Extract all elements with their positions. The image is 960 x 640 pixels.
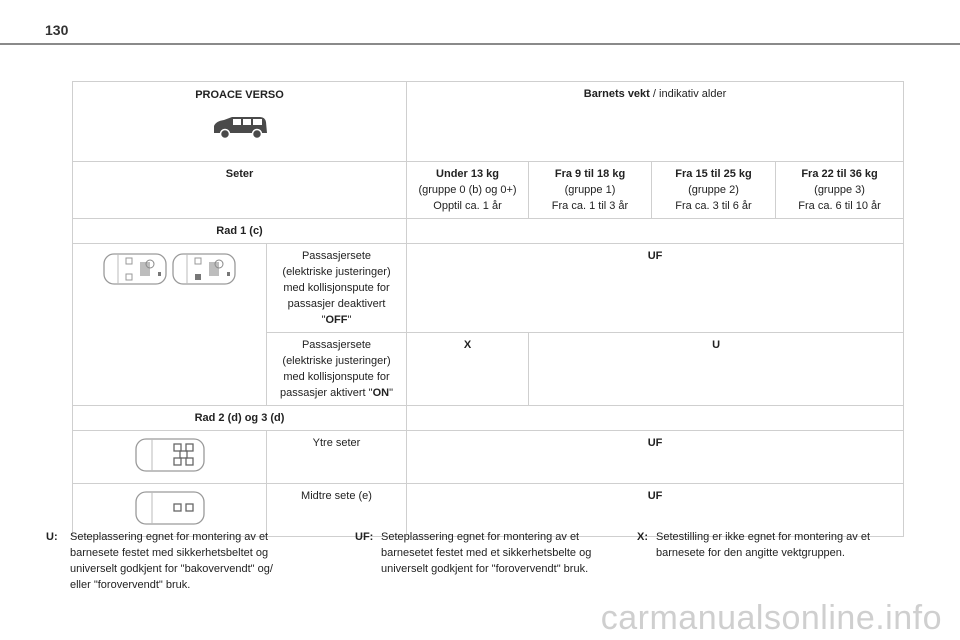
outer-seats-label: Ytre seter (267, 431, 407, 484)
quote-close: " (347, 314, 352, 326)
passenger-off-row (73, 244, 904, 333)
group-2-weight: Fra 15 til 25 kg (675, 168, 752, 180)
row1-header (73, 219, 904, 244)
van-icon (77, 113, 402, 146)
row1-empty (407, 219, 904, 244)
group-2-age: Fra ca. 3 til 6 år (675, 200, 752, 212)
watermark: carmanualsonline.info (600, 599, 942, 637)
legend-u-line: barnesete festet med sikkerhetsbeltet og (70, 547, 269, 559)
passenger-off-line1: Passasjersete (301, 250, 372, 262)
passenger-off-line4: passasjer deaktivert (287, 298, 386, 310)
car-topview-airbag-on-icon (171, 277, 237, 289)
passenger-off-line2: (elektriske justeringer) (282, 266, 391, 278)
car-topview-airbag-off-icon (102, 277, 171, 289)
car-topview-outer-seats-icon (134, 464, 206, 476)
group-3-cell (776, 162, 904, 219)
middle-seat-label: Midtre sete (e) (267, 484, 407, 537)
outer-seats-value: UF (407, 431, 904, 484)
group-2-group: (gruppe 2) (688, 184, 739, 196)
passenger-on-value-rest: U (529, 333, 904, 406)
weight-header-cell (407, 82, 904, 162)
row23-header (73, 406, 904, 431)
legend-x-text (656, 529, 870, 561)
group-3-group: (gruppe 3) (814, 184, 865, 196)
legend-u-line: eller "forovervendt" bruk. (70, 579, 191, 591)
group-3-age: Fra ca. 6 til 10 år (798, 200, 881, 212)
group-3-weight: Fra 22 til 36 kg (801, 168, 878, 180)
legend-u-line: Seteplassering egnet for montering av et (70, 531, 269, 543)
group-1-cell (529, 162, 652, 219)
group-0-group: (gruppe 0 (b) og 0+) (418, 184, 517, 196)
legend-uf-line: universelt godkjent for "forovervendt" bruk. (381, 563, 589, 575)
legend-uf-line: Seteplassering egnet for montering av et (381, 531, 580, 543)
legend-x-line: Setestilling er ikke egnet for montering av et (656, 531, 871, 543)
table-header-row (73, 82, 904, 162)
row1-label: Rad 1 (c) (73, 219, 407, 244)
passenger-on-line1: Passasjersete (301, 339, 372, 351)
row1-icons-cell (73, 244, 267, 406)
group-1-age: Fra ca. 1 til 3 år (551, 200, 629, 212)
legend-x-line: barnesete for den angitte vektgruppen. (656, 547, 845, 559)
outer-seats-row (73, 431, 904, 484)
model-cell (73, 82, 407, 162)
middle-seat-value: UF (407, 484, 904, 537)
legend-uf-key: UF: (355, 531, 374, 543)
model-name: PROACE VERSO (195, 89, 284, 101)
child-seat-table (72, 81, 904, 537)
legend-x-key: X: (637, 531, 648, 543)
row23-empty (407, 406, 904, 431)
group-2-cell (652, 162, 776, 219)
group-1-group: (gruppe 1) (564, 184, 616, 196)
group-0-weight: Under 13 kg (436, 168, 499, 180)
header-divider (0, 43, 960, 45)
legend-u-key: U: (46, 531, 58, 543)
row23-label: Rad 2 (d) og 3 (d) (73, 406, 407, 431)
group-0-cell (407, 162, 529, 219)
passenger-on-line2: (elektriske justeringer) (282, 355, 391, 367)
weight-header-bold: Barnets vekt (583, 88, 650, 100)
passenger-off-cell (267, 244, 407, 333)
groups-row (73, 162, 904, 219)
passenger-on-line3: med kollisjonspute for (283, 371, 390, 383)
passenger-on-line4-post: " (389, 387, 393, 399)
passenger-off-line5 (271, 312, 402, 328)
group-1-weight: Fra 9 til 18 kg (554, 168, 626, 180)
legend-uf-line: barnesetet festet med et sikkerhetsbelte og (381, 547, 592, 559)
on-state: ON (372, 387, 390, 399)
off-state: OFF (325, 314, 348, 326)
legend-u-text (70, 529, 273, 593)
outer-seats-icon-cell (73, 431, 267, 484)
seats-label: Seter (73, 162, 407, 219)
group-0-age: Opptil ca. 1 år (433, 200, 502, 212)
weight-header-rest: / indikativ alder (649, 88, 727, 100)
passenger-on-value-group0: X (407, 333, 529, 406)
page-number: 130 (45, 22, 69, 38)
legend-u-line: universelt godkjent for "bakovervendt" og/ (70, 563, 273, 575)
passenger-off-line3: med kollisjonspute for (283, 282, 390, 294)
legend-uf-text (381, 529, 591, 577)
passenger-on-line4 (271, 385, 402, 401)
passenger-on-line4-pre: passasjer aktivert " (280, 387, 373, 399)
car-topview-middle-seat-icon (134, 517, 206, 529)
passenger-on-cell (267, 333, 407, 406)
passenger-off-value: UF (407, 244, 904, 333)
quote-open: " (321, 314, 326, 326)
